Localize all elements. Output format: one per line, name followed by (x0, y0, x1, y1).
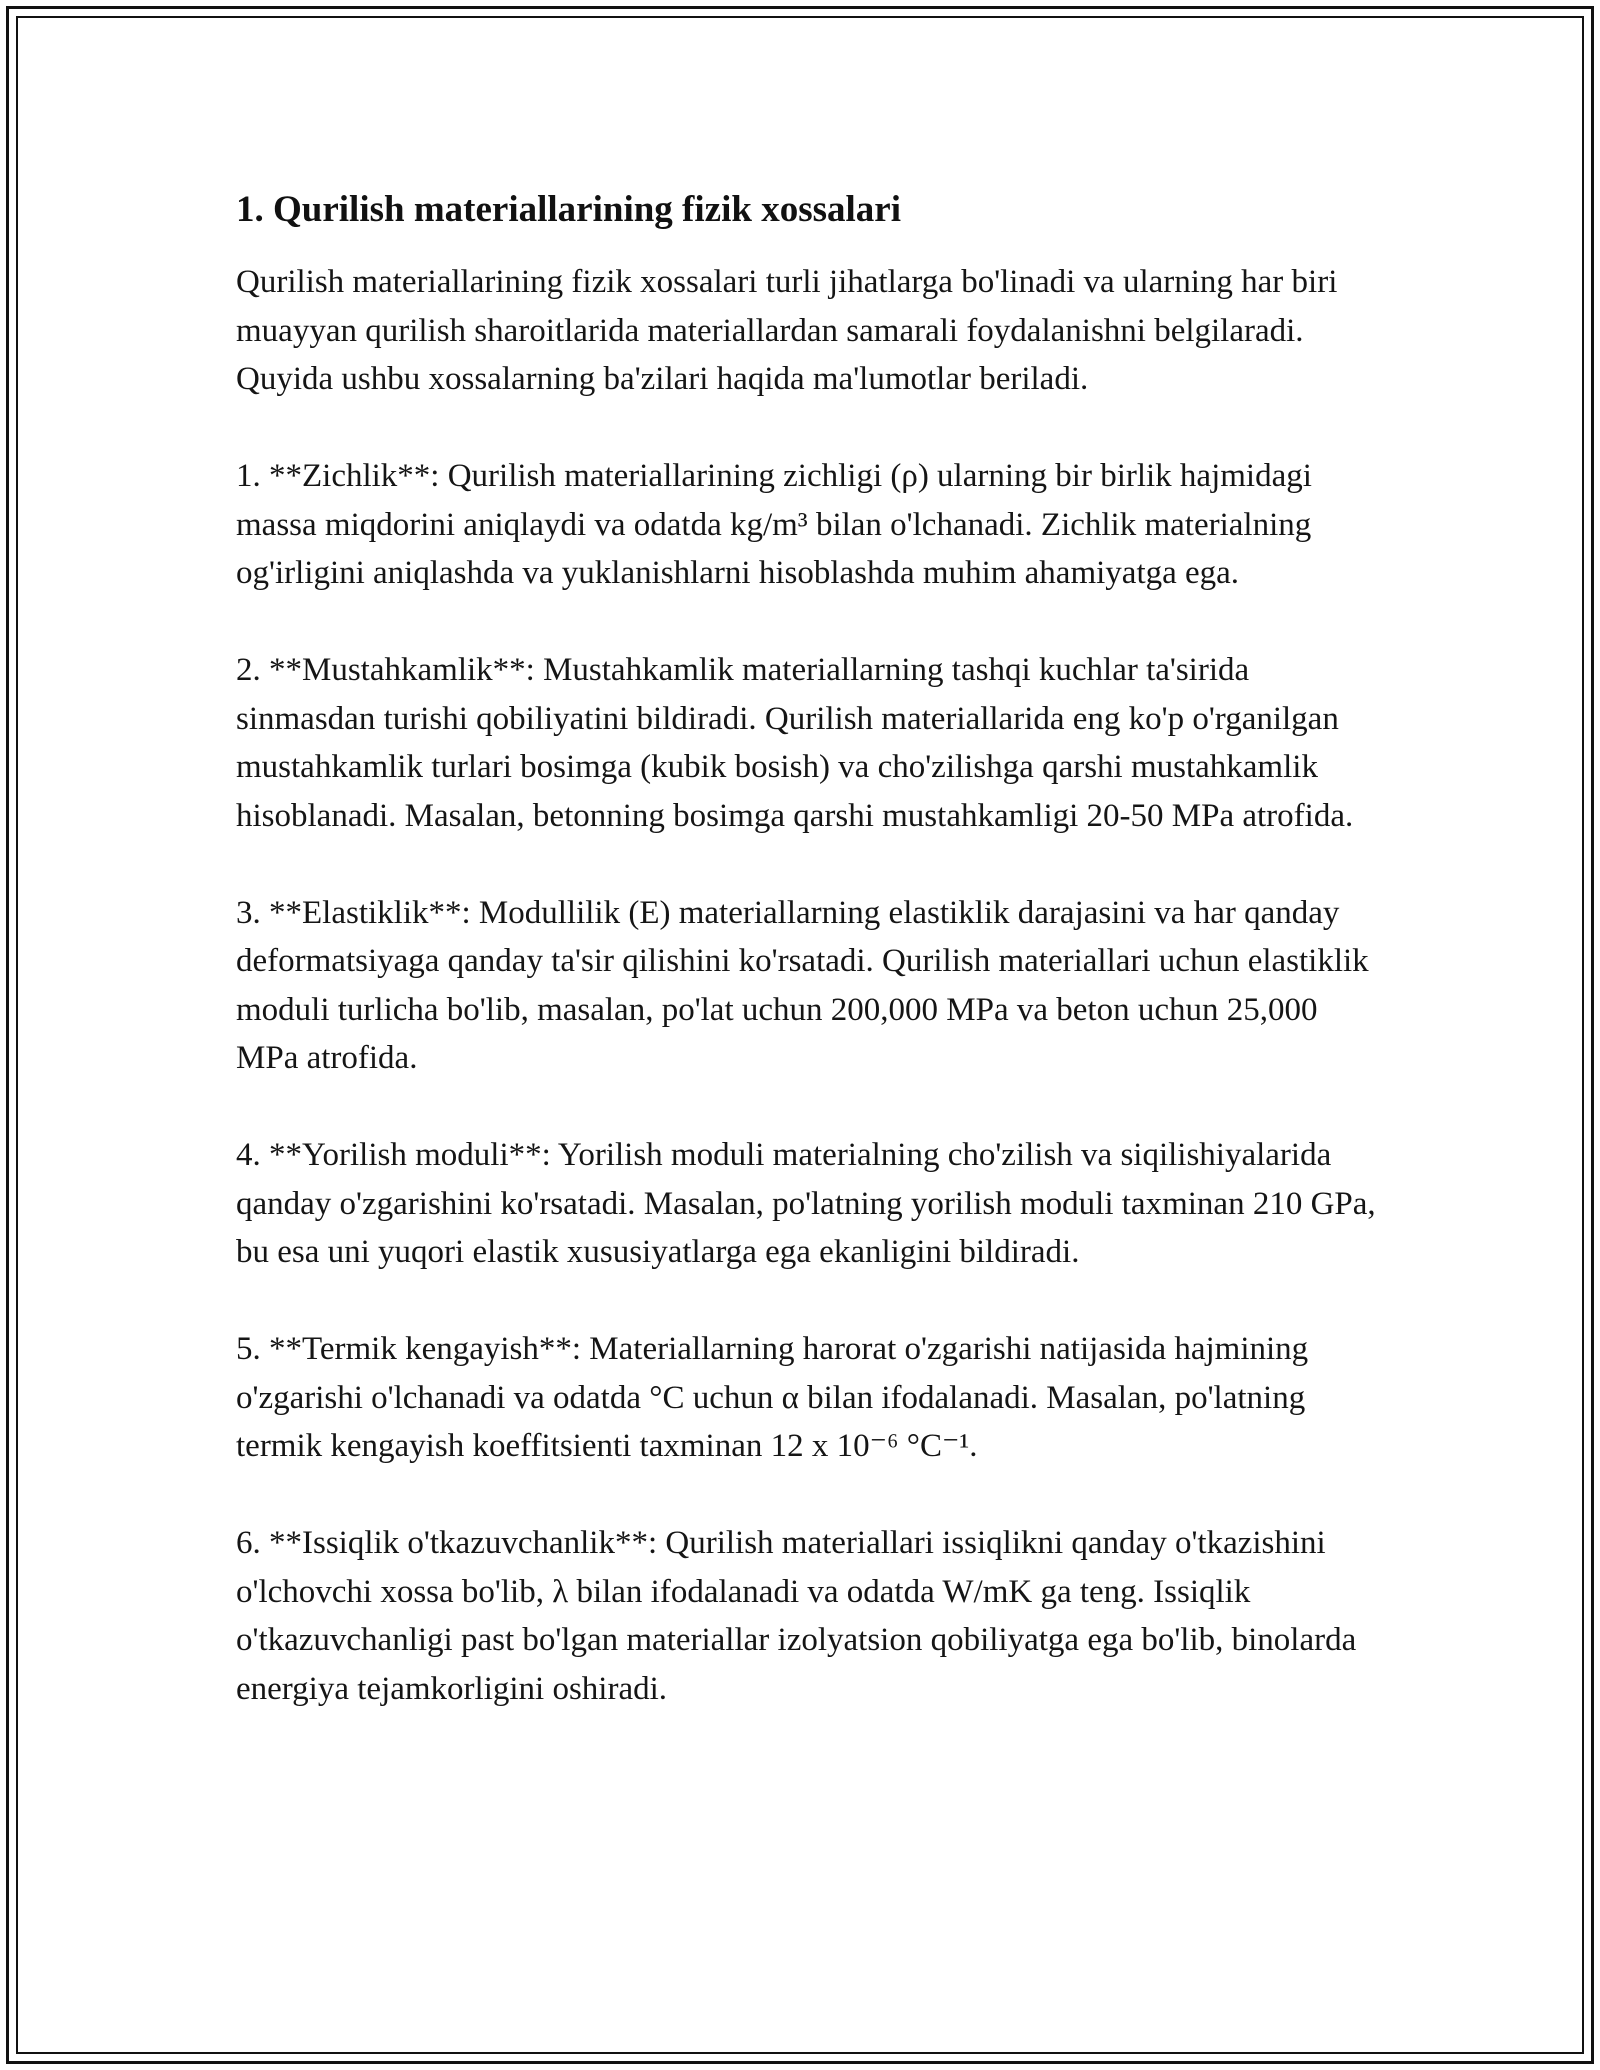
document-body (236, 186, 1386, 1762)
property-item-thermal-expansion: 5. **Termik kengayish**: Materiallarning harorat o'zgarishi natijasida hajmining o'zgarishi o'lchanadi va odatda °C uchun α bilan ifodalanadi. Masalan, po'latning termik kengayish koeffitsienti taxminan 12 x 10⁻⁶ °C⁻¹. (236, 1331, 1309, 1464)
property-item-thermal-conductivity: 6. **Issiqlik o'tkazuvchanlik**: Qurilish materiallari issiqlikni qanday o'tkazishini o'lchovchi xossa bo'lib, λ bilan ifodalanadi va odatda W/mK ga teng. Issiqlik o'tkazuvchanligi past bo'lgan materiallar izolyatsion qobiliyatga ega bo'lib, binolarda energiya tejamkorligini oshiradi. (236, 1525, 1357, 1707)
document-title: 1. Qurilish materiallarining fizik xossalari (236, 189, 901, 230)
property-item-elasticity: 3. **Elastiklik**: Modullilik (E) materiallarning elastiklik darajasini va har qanday deformatsiyaga qanday ta'sir qilishini ko'rsatadi. Qurilish materiallari uchun elastiklik moduli turlicha bo'lib, masalan, po'lat uchun 200,000 MPa va beton uchun 25,000 MPa atrofida. (236, 894, 1369, 1076)
property-item-fracture-modulus: 4. **Yorilish moduli**: Yorilish moduli materialning cho'zilish va siqilishiyalarida qanday o'zgarishini ko'rsatadi. Masalan, po'latning yorilish moduli taxminan 210 GPa, bu esa uni yuqori elastik xususiyatlarga ega ekanligini bildiradi. (236, 1137, 1376, 1270)
property-item-density: 1. **Zichlik**: Qurilish materiallarining zichligi (ρ) ularning bir birlik hajmidagi massa miqdorini aniqlaydi va odatda kg/m³ bilan o'lchanadi. Zichlik materialning og'irligini aniqlashda va yuklanishlarni hisoblashda muhim ahamiyatga ega. (236, 458, 1312, 591)
intro-paragraph: Qurilish materiallarining fizik xossalari turli jihatlarga bo'linadi va ularning har biri muayyan qurilish sharoitlarida materiallardan samarali foydalanishni belgilaradi. Quyida ushbu xossalarning ba'zilari haqida ma'lumotlar beriladi. (236, 264, 1338, 397)
property-item-strength: 2. **Mustahkamlik**: Mustahkamlik materiallarning tashqi kuchlar ta'sirida sinmasdan turishi qobiliyatini bildiradi. Qurilish materiallarida eng ko'p o'rganilgan mustahkamlik turlari bosimga (kubik bosish) va cho'zilishga qarshi mustahkamlik hisoblanadi. Masalan, betonning bosimga qarshi mustahkamligi 20-50 MPa atrofida. (236, 652, 1354, 834)
